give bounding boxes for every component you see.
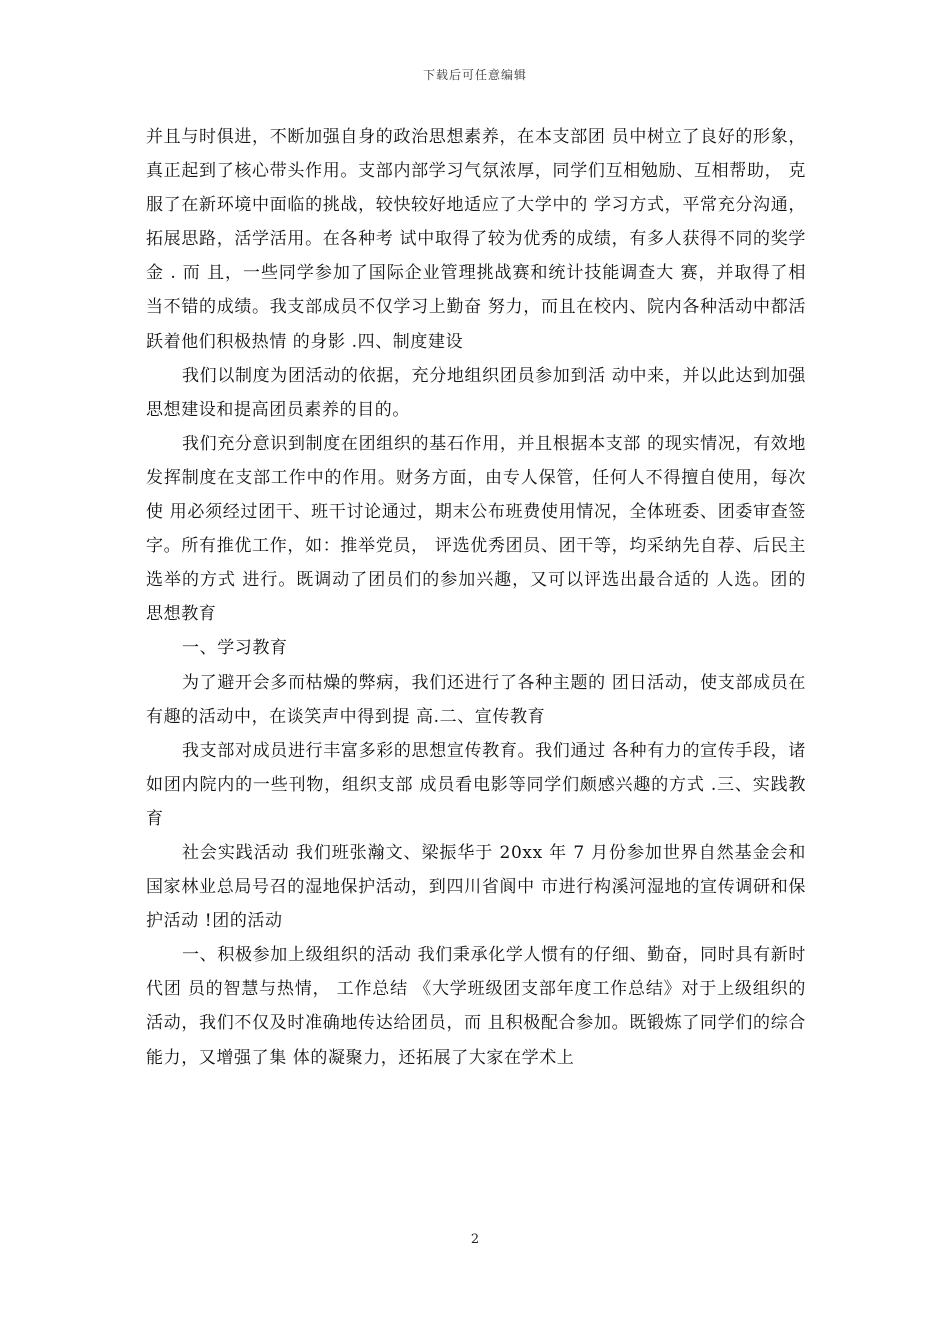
paragraph: 为了避开会多而枯燥的弊病，我们还进行了各种主题的 团日活动，使支部成员在有趣的活动中，在谈笑声中得到提 高.二、宣传教育 xyxy=(146,672,806,727)
paragraph: 一、积极参加上级组织的活动 我们秉承化学人惯有的仔细、勤奋，同时具有新时代团 员的智慧与热情， 工作总结 《大学班级团支部年度工作总结》对于上级组织的活动，我们不仅及时准确地传达给团员，而 且积极配合参加。既锻炼了同学们的综合能力，又增强了集 体的凝聚力，还拓展了大家在学术上 xyxy=(146,945,806,1068)
paragraph: 我们充分意识到制度在团组织的基石作用，并且根据本支部 的现实情况，有效地发挥制度在支部工作中的作用。财务方面，由专人保管，任何人不得擅自使用，每次使 用必须经过团干、班干讨论通过，期末公布班费使用情况，全体班委、团委审查签字。所有推优工作，如：推举党员， 评选优秀团员、团干等，均采纳先自荐、后民主选举的方式 进行。既调动了团员们的参加兴趣，又可以评选出最合适的 人选。团的思想教育 xyxy=(146,433,806,625)
paragraph: 社会实践活动 我们班张瀚文、梁振华于 20xx 年 7 月份参加世界自然基金会和国家林业总局号召的湿地保护活动，到四川省阆中 市进行构溪河湿地的宣传调研和保护活动 !团的活动 xyxy=(146,842,806,932)
header-note: 下载后可任意编辑 xyxy=(422,68,527,82)
section-heading: 一、学习教育 xyxy=(182,638,288,659)
paragraph: 我支部对成员进行丰富多彩的思想宣传教育。我们通过 各种有力的宣传手段，诸如团内院内的一些刊物，组织支部 成员看电影等同学们颇感兴趣的方式 .三、实践教育 xyxy=(146,740,806,829)
paragraph: 并且与时俱进，不断加强自身的政治思想素养，在本支部团 员中树立了良好的形象，真正起到了核心带头作用。支部内部学习气氛浓厚，同学们互相勉励、互相帮助， 克服了在新环境中面临的挑战，较快较好地适应了大学中的 学习方式，平常充分沟通，拓展思路，活学活用。在各种考 试中取得了较为优秀的成绩，有多人获得不同的奖学金 . 而 且，一些同学参加了国际企业管理挑战赛和统计技能调查大 赛，并取得了相当不错的成绩。我支部成员不仅学习上勤奋 努力，而且在校内、院内各种活动中都活跃着他们积极热情 的身影 .四、制度建设 xyxy=(146,127,806,352)
paragraph: 我们以制度为团活动的依据，充分地组织团员参加到活 动中来，并以此达到加强思想建设和提高团员素养的目的。 xyxy=(146,365,806,420)
document-body xyxy=(146,120,806,1075)
page-number: 2 xyxy=(470,1232,480,1247)
